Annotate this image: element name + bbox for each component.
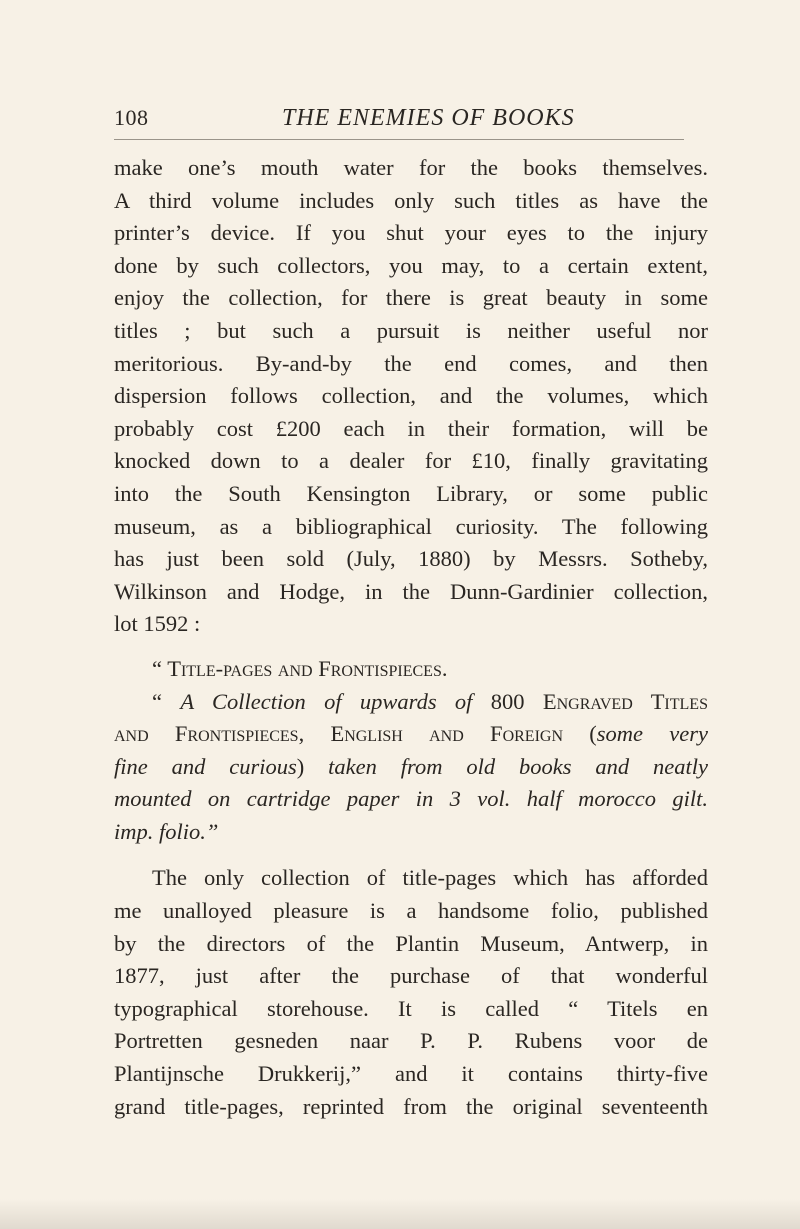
quote-italic: fine and curious: [114, 753, 297, 779]
text-line: has just been sold (July, 1880) by Messrs. Sotheby,: [114, 546, 708, 572]
paragraph-2: [114, 862, 708, 1123]
text-line: 1877, just after the purchase of that wonderful: [114, 963, 708, 989]
quote-line: imp. folio.”: [114, 818, 219, 844]
text-line: titles ; but such a pursuit is neither useful nor: [114, 317, 708, 343]
text-line: knocked down to a dealer for £10, finally gravitating: [114, 448, 708, 474]
text-line: meritorious. By-and-by the end comes, and then: [114, 350, 708, 376]
text-line: printer’s device. If you shut your eyes to the injury: [114, 220, 708, 246]
spacer: [114, 641, 708, 653]
text-line: Wilkinson and Hodge, in the Dunn-Gardinier collection,: [114, 578, 708, 604]
text-line: done by such collectors, you may, to a certain extent,: [114, 252, 708, 278]
text-line: museum, as a bibliographical curiosity. The following: [114, 513, 708, 539]
paragraph-1: [114, 152, 708, 641]
running-title: THE ENEMIES OF BOOKS: [282, 105, 575, 131]
page-number: 108: [114, 105, 149, 130]
text-line: dispersion follows collection, and the volumes, which: [114, 383, 708, 409]
quote-italic: A Collection of upwards of: [180, 688, 473, 714]
text-line: me unalloyed pleasure is a handsome folio, published: [114, 898, 708, 924]
quote-line: [114, 751, 708, 784]
text-line: lot 1592 :: [114, 611, 201, 637]
quote-line: [114, 686, 708, 719]
quote-line: [114, 718, 708, 751]
text-line: typographical storehouse. It is called “ Titels en: [114, 995, 708, 1021]
text-line: The only collection of title-pages which has afforded: [152, 865, 708, 891]
quote-smallcaps: Engraved Titles: [542, 688, 708, 714]
quote-text: (: [563, 721, 597, 747]
body-text: [114, 152, 708, 1123]
text-line: into the South Kensington Library, or some public: [114, 480, 708, 506]
text-line: Plantijnsche Drukkerij,” and it contains thirty-five: [114, 1061, 708, 1087]
quote-heading: “ Title-pages and Frontispieces.: [152, 655, 448, 681]
text-line: make one’s mouth water for the books themselves.: [114, 155, 708, 180]
text-line: by the directors of the Plantin Museum, Antwerp, in: [114, 930, 708, 956]
text-line: grand title-pages, reprinted from the original seventeenth: [114, 1093, 708, 1119]
catalogue-quote: [114, 653, 708, 849]
text-line: Portretten gesneden naar P. P. Rubens voor de: [114, 1028, 708, 1054]
text-line: A third volume includes only such titles as have the: [114, 187, 708, 213]
text-line: enjoy the collection, for there is great beauty in some: [114, 285, 708, 311]
page-header: [114, 105, 684, 140]
quote-text: “: [152, 688, 181, 714]
spacer: [114, 848, 708, 862]
quote-italic: taken from old books and neatly: [328, 753, 708, 779]
quote-line: mounted on cartridge paper in 3 vol. half morocco gilt.: [114, 786, 708, 812]
text-line: probably cost £200 each in their formation, will be: [114, 415, 708, 441]
quote-text: ): [296, 753, 329, 779]
quote-smallcaps: and Frontispieces, English and Foreign: [114, 721, 564, 747]
quote-italic: some very: [596, 721, 709, 747]
page-edge-shadow: [0, 1199, 800, 1229]
quote-text: 800: [472, 688, 543, 714]
